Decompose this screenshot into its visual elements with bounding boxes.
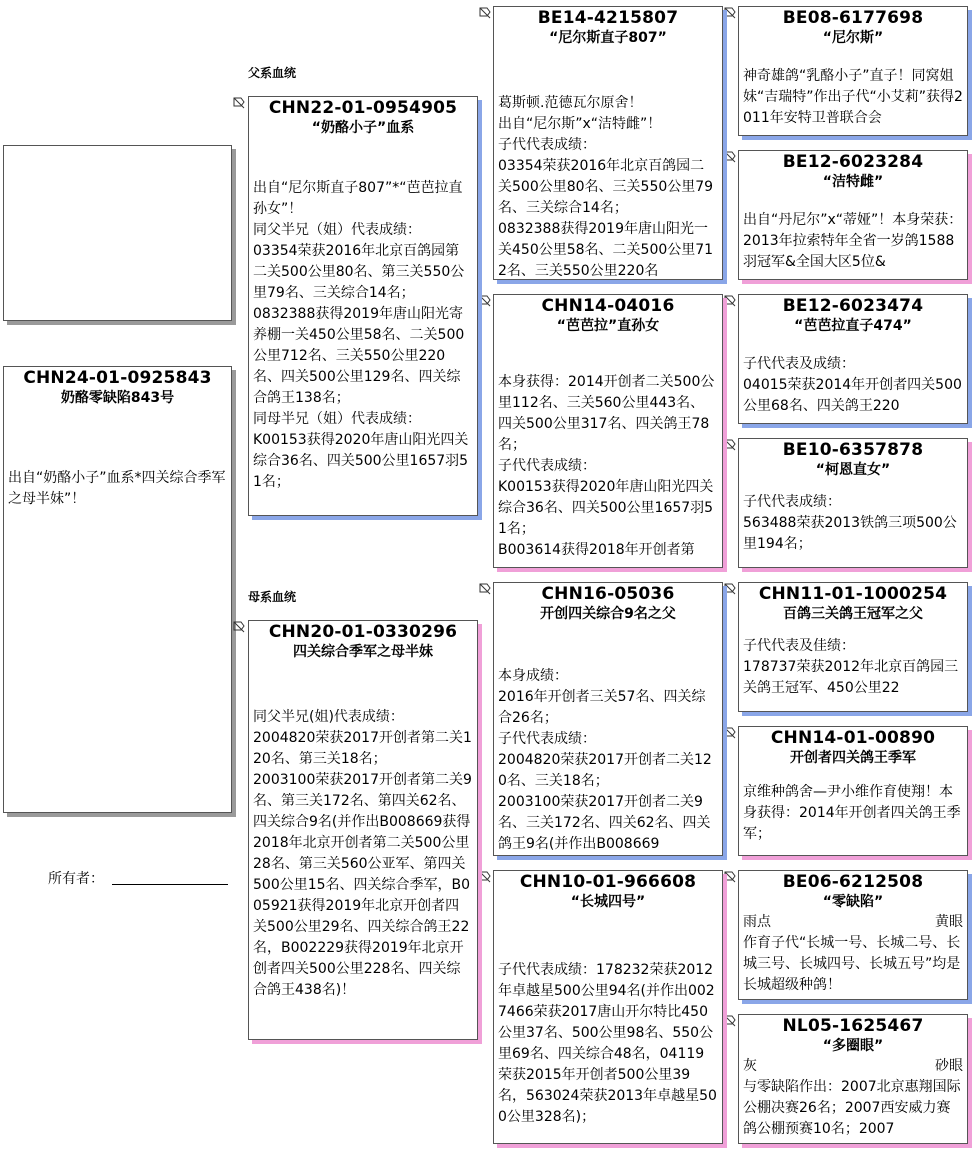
bracket-icon — [478, 582, 492, 596]
dam-dam-name: “长城四号” — [570, 894, 646, 910]
bracket-icon — [723, 870, 737, 884]
bracket-icon — [723, 294, 737, 308]
dam-dam-text: 子代代表成绩：178232荣获2012年卓越星500公里94名(并作出0027466荣获2017唐山开尔特比450公里37名、500公里98名、550公里69名、四关综合48名，04119荣获2015年开创者500公里39名，563024荣获2013年卓越星500公里328名)； — [498, 962, 717, 1125]
sire-sire-name: “尼尔斯直子807” — [549, 30, 667, 46]
bracket-icon — [232, 620, 246, 634]
bracket-icon — [723, 150, 737, 164]
ssd-card — [738, 150, 968, 280]
ddd-ring-id: NL05-1625467 — [782, 1016, 924, 1036]
dsd-text: 京维种鸽舍—尹小维作育使翔！本身获得：2014年开创者四关鸽王季军； — [743, 784, 961, 842]
subject-ring-id: CHN24-01-0925843 — [23, 368, 212, 388]
ddd-text: 与零缺陷作出：2007北京惠翔国际公棚决赛26名；2007西安威力赛鸽公棚预赛10名；2007 — [743, 1079, 961, 1137]
ssd-text: 出自“丹尼尔”x“蒂娅”！本身荣获：2013年拉索特年全省一岁鸽1588羽冠军&全国大区5位& — [743, 212, 963, 270]
dds-name: “零缺陷” — [822, 894, 884, 910]
sire-sire-ring-id: BE14-4215807 — [537, 8, 679, 28]
dds-color-left: 雨点 — [743, 914, 771, 930]
ssd-ring-id: BE12-6023284 — [782, 152, 924, 172]
dsd-name: 开创者四关鸽王季军 — [790, 750, 916, 766]
bracket-icon — [478, 870, 492, 884]
dss-name: 百鸽三关鸽王冠军之父 — [783, 606, 923, 622]
dds-color-right: 黄眼 — [935, 914, 963, 930]
sss-name: “尼尔斯” — [822, 30, 884, 46]
owner-line — [112, 884, 228, 885]
dam-text: 同父半兄(姐)代表成绩： 2004820荣获2017开创者第二关120名、第三关18名； 2003100荣获2017开创者第二关9名、第三关172名、第四关62名、四关综合9名(并作出B008669获得2018年北京开创者第二关500公里28名、第三关560公亚军、第四关500公里15名、四关综合季军，B005921获得2019年北京开创者四关500公里29名、四关综合鸽王22名，B002229获得2019年北京开创者四关500公里228名、四关综合鸽王438名)！ — [253, 709, 472, 998]
ddd-color-right: 砂眼 — [935, 1058, 963, 1074]
sds-text: 子代代表及成绩： 04015荣获2014年开创者四关500公里68名、四关鸽王220 — [743, 356, 962, 414]
dds-text: 作育子代“长城一号、长城二号、长城三号、长城四号、长城五号”均是长城超级种鸽！ — [743, 935, 961, 993]
photo-frame — [3, 145, 232, 321]
sire-line-label: 父系血统 — [248, 66, 297, 80]
owner-label: 所有者： — [48, 871, 104, 887]
dds-card — [738, 870, 968, 1000]
ddd-name: “多圈眼” — [822, 1038, 884, 1054]
dsd-ring-id: CHN14-01-00890 — [770, 728, 936, 748]
sire-dam-text: 本身获得：2014开创者二关500公里112名、三关560公里443名、四关500公里317名、四关鸽王78名； 子代代表成绩： K00153获得2020年唐山阳光四关综合36名、四关500公里1657羽51名； B003614获得2018年开创者第 — [498, 374, 715, 558]
sire-text: 出自“尼尔斯直子807”*“芭芭拉直孙女”！ 同父半兄（姐）代表成绩： 03354荣获2016年北京百鸽园第二关500公里80名、第三关550公里79名、三关综合14名； 0832388获得2019年唐山阳光寄养棚一关450公里58名、二关500公里712名、三关550公里220名、四关500公里129名、四关综合鸽王138名； 同母半兄（姐）代表成绩： K00153获得2020年唐山阳光四关综合36名、四关500公里1657羽51名； — [253, 180, 469, 490]
bracket-icon — [478, 6, 492, 20]
bracket-icon — [723, 726, 737, 740]
dam-sire-text: 本身成绩： 2016年开创者三关57名、四关综合26名； 子代代表成绩： 2004820荣获2017开创者二关120名、三关18名； 2003100荣获2017开创者二关9名、三关172名、四关62名、四关鸽王9名(并作出B008669 — [498, 668, 712, 852]
sss-ring-id: BE08-6177698 — [782, 8, 924, 28]
dss-text: 子代代表及佳绩： 178737荣获2012年北京百鸽园三关鸽王冠军、450公里22 — [743, 638, 959, 696]
ddd-card — [738, 1014, 968, 1144]
dam-dam-card — [493, 870, 723, 1144]
bracket-icon — [723, 582, 737, 596]
dam-sire-ring-id: CHN16-05036 — [541, 584, 675, 604]
sss-text: 神奇雄鸽“乳酪小子”直子！同窝姐妹“吉瑞特”作出子代“小艾莉”获得2011年安特卫普联合会 — [743, 68, 963, 126]
sire-sire-card — [493, 6, 723, 280]
sds-name: “芭芭拉直子474” — [794, 318, 912, 334]
bracket-icon — [723, 1014, 737, 1028]
sire-sire-text: 葛斯顿.范德瓦尔原舍！ 出自“尼尔斯”x“洁特雌”！ 子代代表成绩： 03354荣获2016年北京百鸽园二关500公里80名、三关550公里79名、三关综合14名； 0832388获得2019年唐山阳光一关450公里58名、二关500公里712名、三关550公里220名 — [498, 95, 714, 279]
sire-card — [248, 96, 478, 516]
bracket-icon — [478, 294, 492, 308]
sdd-name: “柯恩直女” — [815, 462, 891, 478]
sdd-ring-id: BE10-6357878 — [782, 440, 924, 460]
dam-dam-ring-id: CHN10-01-966608 — [519, 872, 697, 892]
dam-sire-name: 开创四关综合9名之父 — [540, 606, 676, 622]
sire-dam-name: “芭芭拉”直孙女 — [556, 318, 660, 334]
bracket-icon — [723, 438, 737, 452]
sdd-card — [738, 438, 968, 568]
dss-ring-id: CHN11-01-1000254 — [758, 584, 948, 604]
ddd-color-left: 灰 — [743, 1058, 757, 1074]
dam-line-label: 母系血统 — [248, 590, 297, 604]
sire-name: “奶酪小子”血系 — [311, 120, 415, 136]
subject-name: 奶酪零缺陷843号 — [60, 390, 175, 406]
sire-dam-card — [493, 294, 723, 568]
bracket-icon — [723, 6, 737, 20]
ssd-name: “洁特雌” — [822, 174, 884, 190]
sdd-text: 子代代表成绩： 563488荣获2013铁鸽三项500公里194名； — [743, 494, 957, 552]
dam-name: 四关综合季军之母半妹 — [293, 644, 433, 660]
sds-ring-id: BE12-6023474 — [782, 296, 924, 316]
dss-card — [738, 582, 968, 712]
sss-card — [738, 6, 968, 136]
dam-card — [248, 620, 478, 1040]
subject-card — [3, 366, 232, 813]
dds-ring-id: BE06-6212508 — [782, 872, 924, 892]
dsd-card — [738, 726, 968, 856]
bracket-icon — [232, 96, 246, 110]
dam-ring-id: CHN20-01-0330296 — [268, 622, 458, 642]
sire-dam-ring-id: CHN14-04016 — [541, 296, 675, 316]
dam-sire-card — [493, 582, 723, 856]
sds-card — [738, 294, 968, 424]
sire-ring-id: CHN22-01-0954905 — [268, 98, 458, 118]
subject-text: 出自“奶酪小子”血系*四关综合季军之母半妹”！ — [8, 470, 226, 507]
